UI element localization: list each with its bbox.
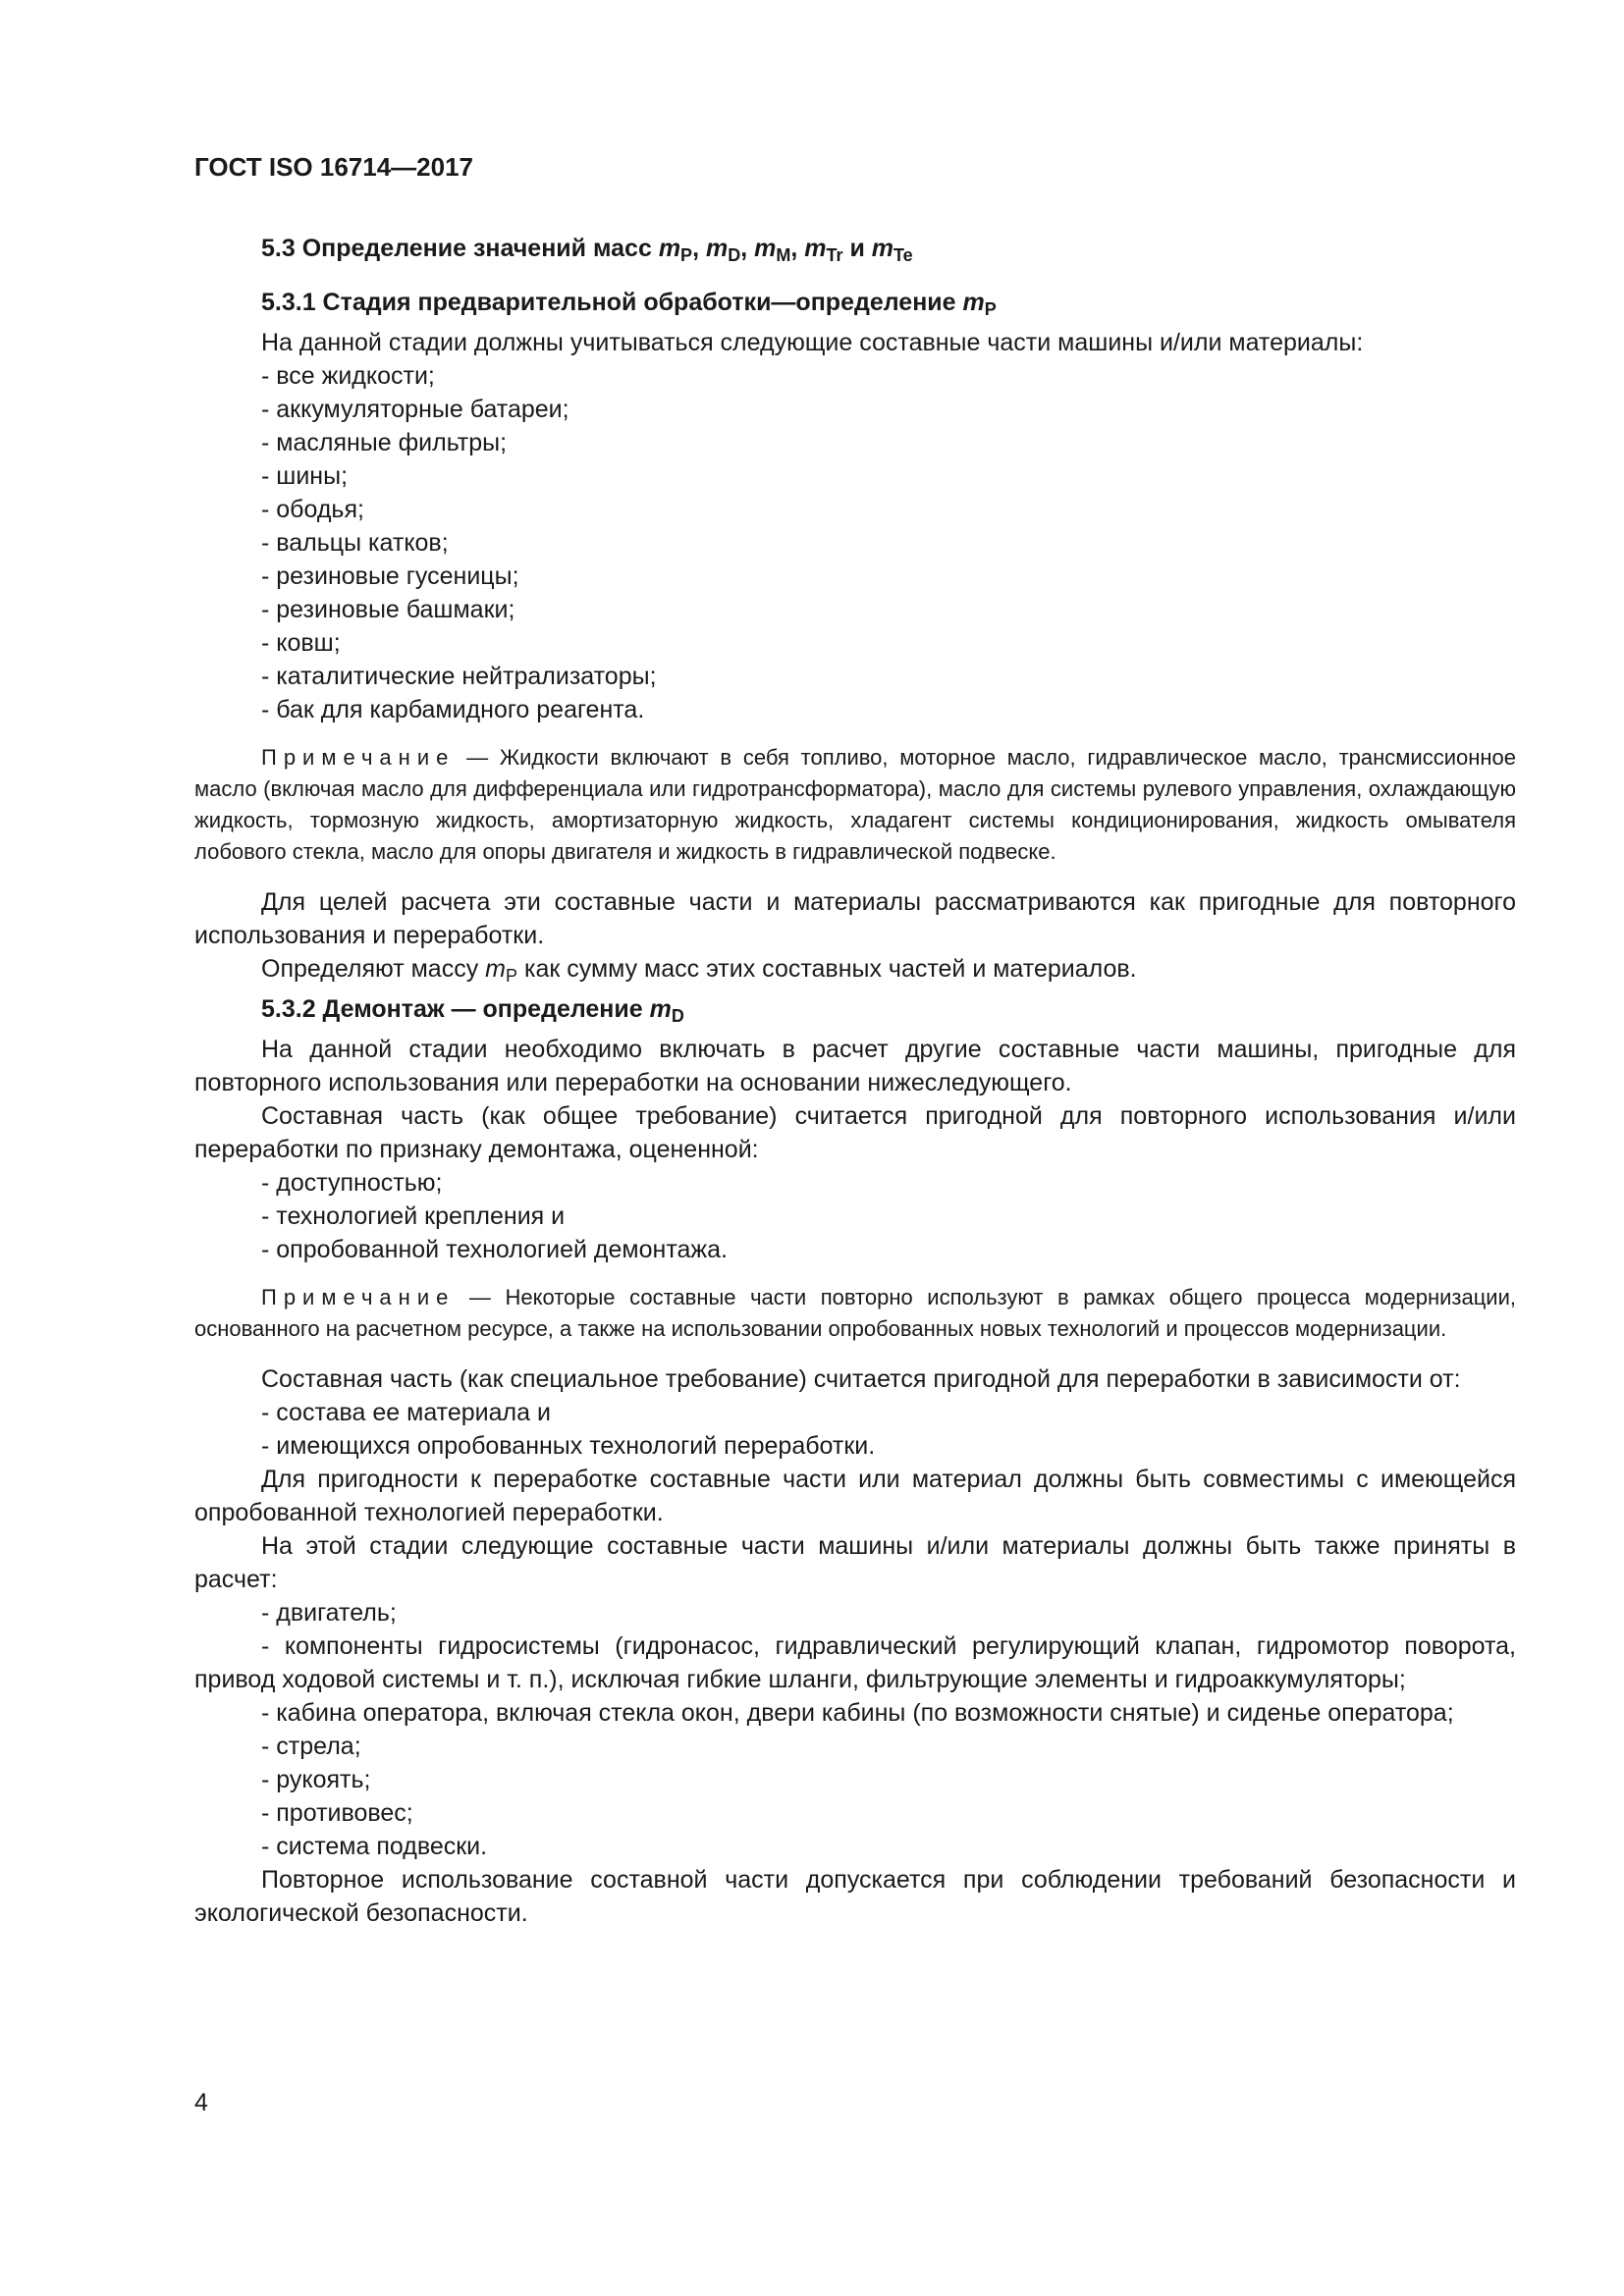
list-item: - доступностью; — [261, 1169, 443, 1198]
list-item: - бак для карбамидного реагента. — [261, 696, 645, 724]
page-number: 4 — [194, 2089, 208, 2116]
list-item: - каталитические нейтрализаторы; — [261, 663, 657, 691]
section-5-3-1-paragraph-1: Для целей расчета эти составные части и материалы рассматриваются как пригодные для повторного использования и переработки. — [194, 888, 1516, 950]
note-label: Примечание — [261, 745, 456, 771]
note-text: — Жидкости включают в себя топливо, моторное масло, гидравлическое масло, трансмиссионное масло (включая масло для дифференциала или гидротрансформатора), масло для системы рулевого управления, охлаждающую жидкость, тормозную жидкость, амортизаторную жидкость, хладагент системы кондиционирования, жидкость омывателя лобового стекла, масло для опоры двигателя и жидкость в гидравлической подвеске. — [194, 745, 1516, 865]
mass-symbol-p: $m_P$ — [658, 235, 693, 266]
document-page — [194, 147, 1516, 1930]
section-5-3-2-paragraph-1: На данной стадии необходимо включать в расчет другие составные части машины, пригодные для повторного использования или переработки на основании нижеследующего. — [194, 1036, 1516, 1097]
dismantling-criteria-list — [194, 1166, 1516, 1266]
section-5-3-1-intro: На данной стадии должны учитываться следующие составные части машины и/или материалы: — [261, 329, 1364, 357]
list-item: - резиновые гусеницы; — [261, 562, 519, 591]
dismantling-components-list — [194, 1596, 1516, 1863]
list-item: - масляные фильтры; — [261, 429, 508, 457]
section-5-3-1-title: 5.3.1 Стадия предварительной обработки—определение — [261, 289, 963, 317]
section-5-3-2-paragraph-2: Составная часть (как общее требование) считается пригодной для повторного использования и/или переработки по признаку демонтажа, оцененной: — [194, 1102, 1516, 1164]
list-item: - компоненты гидросистемы (гидронасос, гидравлический регулирующий клапан, гидромотор поворота, привод ходовой системы и т. п.), исключая гибкие шланги, фильтрующие элементы и гидроаккумуляторы; — [194, 1632, 1516, 1694]
note-text: — Некоторые составные части повторно используют в рамках общего процесса модернизации, основанного на расчетном ресурсе, а также на использовании опробованных новых технологий и процессов модернизации. — [194, 1285, 1516, 1342]
section-5-3-2-paragraph-4: Для пригодности к переработке составные части или материал должны быть совместимы с имеющейся опробованной технологией переработки. — [194, 1466, 1516, 1527]
recycling-criteria-list — [194, 1396, 1516, 1463]
section-5-3-2-title: 5.3.2 Демонтаж — определение — [261, 995, 650, 1024]
list-item: - шины; — [261, 462, 349, 491]
list-item: - технологией крепления и — [261, 1202, 566, 1231]
document-code-header: ГОСТ ISO 16714—2017 — [194, 152, 474, 182]
list-item: - резиновые башмаки; — [261, 596, 515, 624]
note-label: Примечание — [261, 1285, 456, 1310]
note-fluids — [194, 742, 1516, 868]
list-item: - ободья; — [261, 496, 364, 524]
section-5-3-2-paragraph-3: Составная часть (как специальное требование) считается пригодной для переработки в зависимости от: — [261, 1365, 1461, 1394]
list-item: - аккумуляторные батареи; — [261, 396, 569, 424]
list-item: - система подвески. — [261, 1833, 488, 1861]
list-item: - рукоять; — [261, 1766, 371, 1794]
mass-symbol-te: $m_{Te}$ — [871, 235, 913, 266]
list-item: - состава ее материала и — [261, 1399, 551, 1427]
pretreatment-list — [194, 359, 1516, 726]
list-item: - опробованной технологией демонтажа. — [261, 1236, 728, 1264]
list-item: - вальцы катков; — [261, 529, 449, 558]
section-5-3-title: 5.3 Определение значений масс — [261, 235, 659, 262]
list-item: - кабина оператора, включая стекла окон, двери кабины (по возможности снятые) и сиденье оператора; — [261, 1699, 1454, 1728]
list-item: - двигатель; — [261, 1599, 397, 1628]
section-5-3-1-heading — [194, 286, 1516, 326]
section-5-3-2-heading — [194, 992, 1516, 1033]
section-5-3-1-paragraph-2: Определяют массу $m_P$ как сумму масс этих составных частей и материалов. — [261, 955, 1137, 987]
mass-symbol-m: $m_M$ — [754, 235, 791, 266]
list-item: - имеющихся опробованных технологий переработки. — [261, 1432, 876, 1461]
section-5-3-2-paragraph-6: Повторное использование составной части допускается при соблюдении требований безопасности и экологической безопасности. — [194, 1866, 1516, 1928]
list-item: - все жидкости; — [261, 362, 435, 391]
mass-symbol-d: $m_D$ — [649, 995, 684, 1027]
mass-symbol-p: $m_P$ — [485, 955, 518, 987]
list-item: - ковш; — [261, 629, 341, 658]
mass-symbol-p: $m_P$ — [962, 289, 997, 320]
section-5-3-heading: 5.3 Определение значений масс $m_P$, $m_D$, $m_M$, $m_{Tr}$ и $m_{Te}$ — [261, 235, 913, 266]
list-item: - противовес; — [261, 1799, 413, 1828]
note-modernization — [194, 1282, 1516, 1345]
list-item: - стрела; — [261, 1733, 361, 1761]
section-5-3-2-paragraph-5: На этой стадии следующие составные части машины и/или материалы должны быть также приняты в расчет: — [194, 1532, 1516, 1594]
mass-symbol-tr: $m_{Tr}$ — [804, 235, 843, 266]
mass-symbol-d: $m_D$ — [705, 235, 741, 266]
